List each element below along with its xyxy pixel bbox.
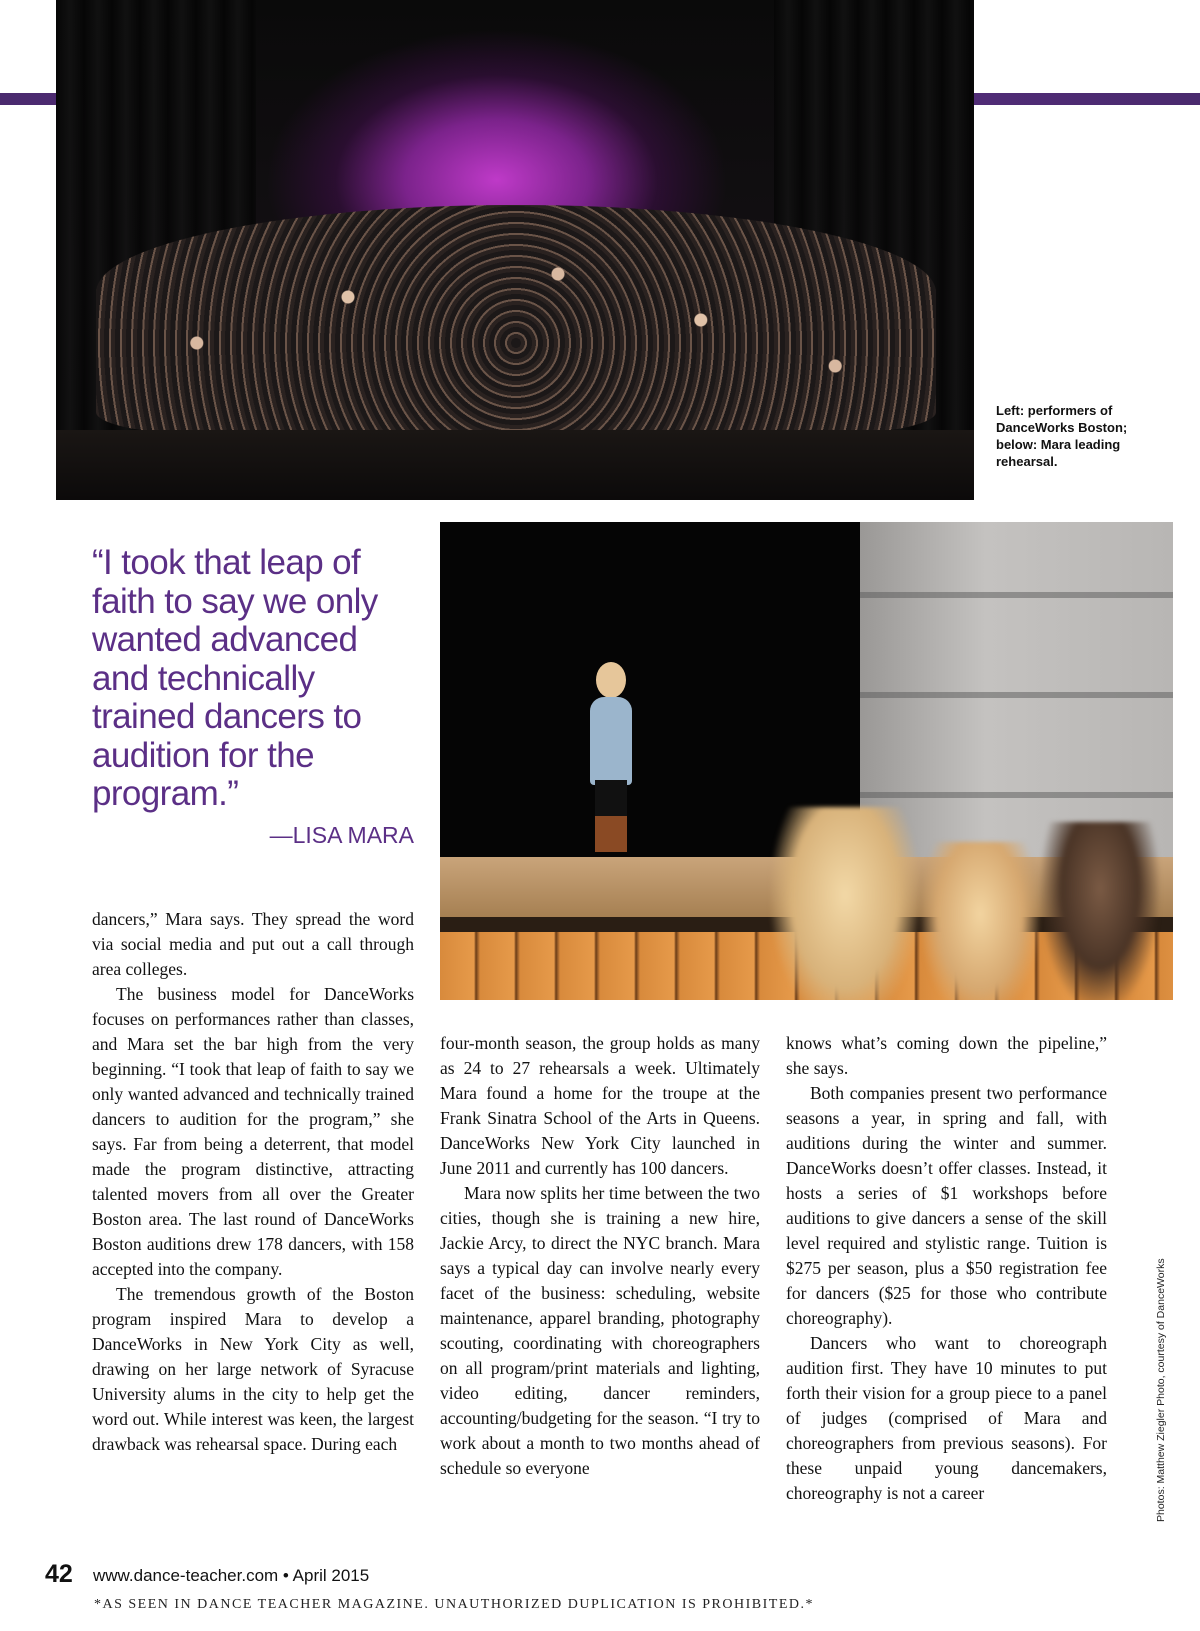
article-column-3 [786, 1031, 1107, 1506]
page-number: 42 [45, 1560, 73, 1588]
performers-group [96, 205, 936, 435]
photo-credit: Photos: Matthew Ziegler Photo, courtesy of DanceWorks [1155, 1258, 1167, 1522]
footer-site-and-date: www.dance-teacher.com • April 2015 [93, 1566, 370, 1585]
pull-quote-line: audition for the [92, 735, 314, 775]
pull-quote-line: trained dancers to [92, 697, 362, 736]
article-paragraph: Mara now splits her time between the two cities, though she is training a new hire, Jackie Arcy, to direct the NYC branch. Mara says a typical day can involve nearly every facet of the business: scheduling, website maintenance, apparel branding, photography scouting, coordinating with choreographers on all program/print materials and lighting, video editing, dancer reminders, accounting/budgeting for the season. “I try to work about a month to two months ahead of schedule so everyone [440, 1183, 760, 1478]
instructor-body [590, 697, 632, 785]
photo-mara-leading-rehearsal [440, 522, 1173, 1000]
pull-quote [92, 544, 422, 814]
audience-dancer-blonde [770, 807, 920, 1000]
article-column-2 [440, 1031, 760, 1481]
stage-floor [56, 430, 974, 500]
article-paragraph: Both companies present two performance seasons a year, in spring and fall, with auditions during the winter and summer. DanceWorks doesn’t offer classes. Instead, it hosts a series of $1 workshops before auditions to give dancers a sense of the skill level required and stylistic range. Tuition is $275 per season, plus a $50 registration fee for dancers ($25 for those who contribute choreography). [786, 1083, 1107, 1328]
instructor-head [596, 662, 626, 698]
caption-line: Left: performers of [996, 403, 1113, 418]
wall-panel-seam [860, 792, 1173, 798]
pull-quote-line: wanted advanced [92, 620, 358, 659]
pull-quote-line: and technically [92, 658, 315, 698]
audience-dancer-dark-hair [1040, 822, 1160, 1000]
pull-quote-line: program.” [92, 774, 239, 813]
article-column-1 [92, 907, 414, 1457]
duplication-notice: *AS SEEN IN DANCE TEACHER MAGAZINE. UNAUTHORIZED DUPLICATION IS PROHIBITED.* [94, 1597, 814, 1612]
pull-quote-line: “I took that leap of [92, 543, 361, 582]
article-paragraph: The tremendous growth of the Boston program inspired Mara to develop a DanceWorks in New York City as well, drawing on her large network of Syracuse University alums in the city to help get the word out. While interest was keen, the largest drawback was rehearsal space. During each [92, 1284, 414, 1454]
pull-quote-line: faith to say we only [92, 581, 378, 621]
article-paragraph: four-month season, the group holds as many as 24 to 27 rehearsals a week. Ultimately Mara found a home for the troupe at the Frank Sinatra School of the Arts in Queens. DanceWorks New York City launched in June 2011 and currently has 100 dancers. [440, 1033, 760, 1178]
wall-panel-seam [860, 592, 1173, 598]
article-paragraph: Dancers who want to choreograph audition first. They have 10 minutes to put forth their vision for a group piece to a panel of judges (comprised of Mara and choreographers from previous seasons). For these unpaid young dancemakers, choreography is not a career [786, 1333, 1107, 1503]
photo-danceworks-boston-performers [56, 0, 974, 500]
caption-line: rehearsal. [996, 454, 1058, 469]
article-paragraph: dancers,” Mara says. They spread the word via social media and put out a call through area colleges. [92, 909, 414, 979]
audience-dancer-blonde [920, 842, 1040, 1000]
photo-caption [996, 402, 1146, 470]
pull-quote-attribution: —LISA MARA [269, 822, 414, 848]
wall-panel-seam [860, 692, 1173, 698]
caption-line: below: Mara leading [996, 437, 1121, 452]
caption-line: DanceWorks Boston; [996, 420, 1128, 435]
article-paragraph: The business model for DanceWorks focuses on performances rather than classes, and Mara set the bar high from the very beginning. “I took that leap of faith to say we only wanted advanced and technically trained dancers to audition for the program,” she says. Far from being a deterrent, that model made the program distinctive, attracting talented movers from all over the Greater Boston area. The last round of DanceWorks Boston auditions drew 178 dancers, with 158 accepted into the company. [92, 984, 414, 1279]
instructor-legs [595, 780, 627, 852]
article-paragraph: knows what’s coming down the pipeline,” she says. [786, 1033, 1107, 1078]
